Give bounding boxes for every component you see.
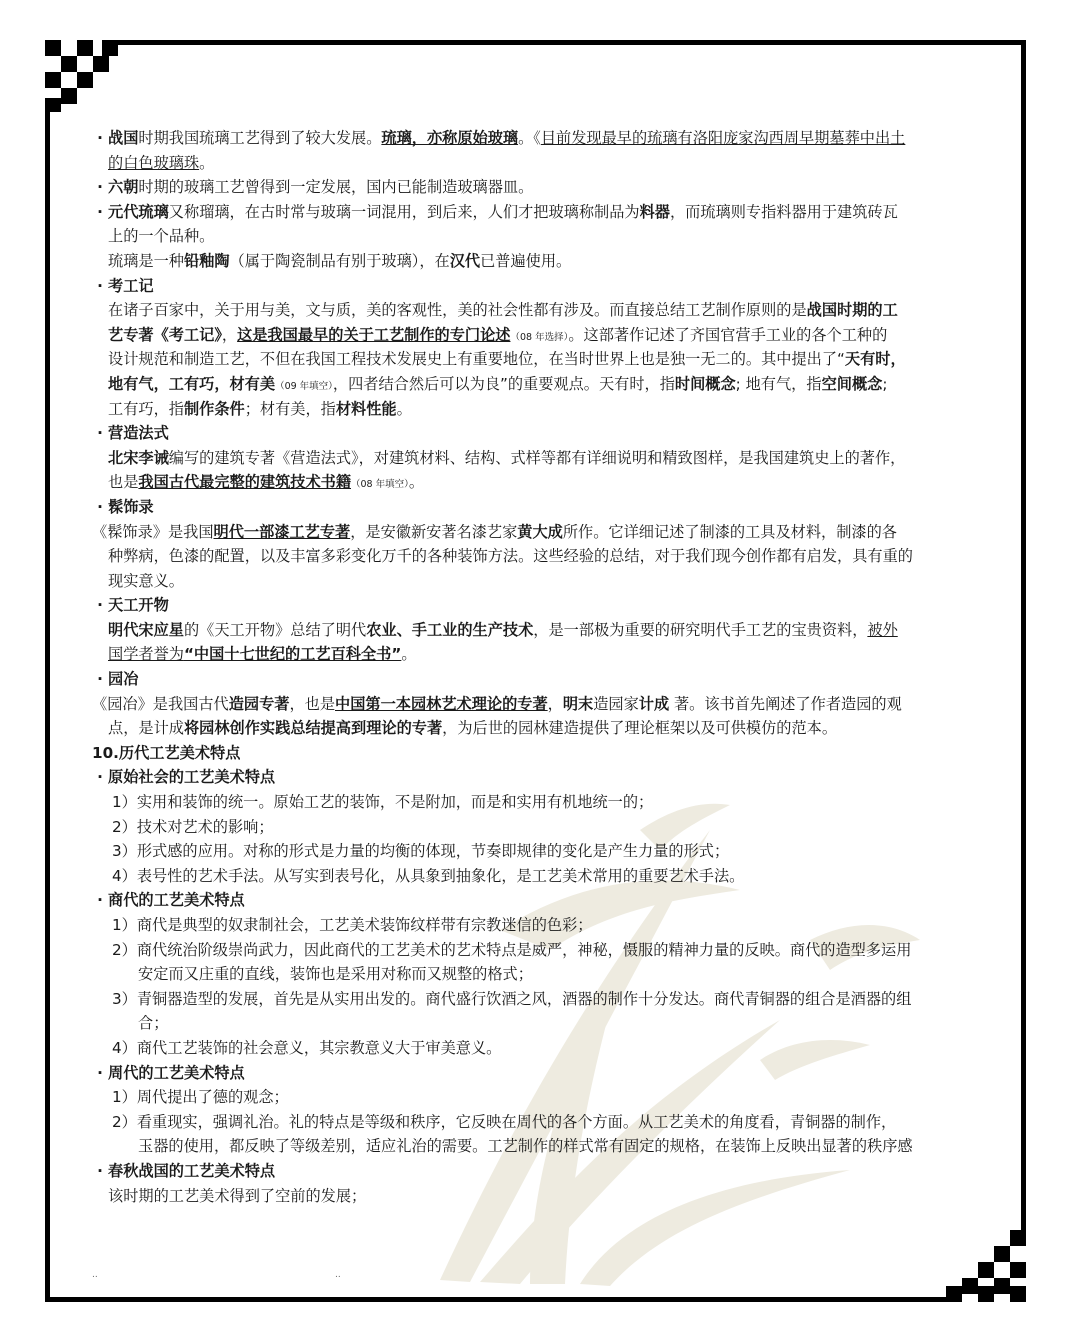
text: ;: [882, 374, 888, 393]
text: 《园冶》是我国古代: [92, 694, 229, 713]
list-item: [92, 790, 992, 815]
bullet: ·: [97, 596, 103, 615]
text: 。《: [518, 129, 541, 147]
text: 该时期的工艺美术得到了空前的发展；: [108, 1186, 367, 1205]
line-yuan-liuli-cont: [92, 224, 992, 249]
text: ，四者结合然后可以为良”的重要观点。天有时，指: [332, 374, 675, 393]
underlined-text: 的白色玻璃珠: [108, 153, 200, 172]
list-item: [92, 839, 992, 864]
text: 。: [401, 645, 417, 664]
underlined-text: 被外: [867, 620, 898, 639]
list-item: [92, 1110, 992, 1135]
line-xsl-1: [92, 520, 992, 545]
heading-shang: [92, 888, 992, 913]
exam-note: （08 年填空）: [351, 479, 409, 491]
bullet: ·: [97, 768, 103, 787]
text: 3）形式感的应用。对称的形式是力量的均衡的体现，节奏即规律的变化是产生力量的形式；: [112, 842, 730, 861]
bullet: ·: [97, 178, 103, 197]
text: 2）商代统治阶级崇尚武力，因此商代的工艺美术的艺术特点是威严，神秘，慑服的精神力量的反映。商代的造型多运用: [112, 940, 912, 959]
text: 1）周代提出了德的观念；: [112, 1088, 289, 1107]
underlined-text: 目前发现最早的琉璃有洛阳庞家沟西周早期墓葬中出土: [540, 129, 906, 147]
text: 时期我国琉璃工艺得到了较大发展。: [138, 129, 382, 147]
bullet: ·: [97, 891, 103, 910]
heading-yingzaofashi: [92, 421, 992, 446]
text: 点，是计成: [108, 719, 184, 738]
section-title: 髹饰录: [108, 497, 154, 516]
bold-underlined-text: “中国十七世纪的工艺百科全书”: [183, 645, 402, 664]
frame-left: [45, 110, 50, 1302]
section-title: 周代的工艺美术特点: [108, 1063, 245, 1082]
term-six-dynasties: 六朝: [108, 178, 139, 197]
list-item: [92, 938, 992, 963]
line-kgj-5: [92, 397, 992, 422]
bullet: ·: [97, 1063, 103, 1082]
text: 也是: [108, 473, 139, 492]
line-xsl-2: [92, 544, 992, 569]
text: 的《天工开物》总结了明代: [183, 620, 367, 639]
text: 玉器的使用，都反映了等级差别，适应礼治的需要。工艺制作的样式常有固定的规格，在装饰上反映出显著的秩序感: [138, 1137, 913, 1156]
line-xsl-3: [92, 569, 992, 594]
text: 上的一个品种。: [108, 227, 215, 246]
list-item-cont: [92, 1134, 992, 1159]
text: 在诸子百家中，关于用与美，文与质，美的客观性，美的社会性都有涉及。而直接总结工艺制作原则的是: [108, 301, 807, 320]
line-kgj-2: [92, 323, 992, 348]
text: 造园家: [593, 694, 639, 713]
section-title: 考工记: [108, 276, 154, 295]
text: 。这部著作记述了齐国官营手工业的各个工种的: [568, 325, 888, 344]
text: ，: [221, 325, 238, 344]
heading-xiushilu: [92, 495, 992, 520]
bold-text: 战国时期的工: [806, 301, 898, 320]
bold-underlined-text: 中国第一本园林艺术理论的专著: [335, 694, 548, 713]
list-item-cont: [92, 962, 992, 987]
bold-underlined-text: 这是我国最早的关于工艺制作的专门论述: [237, 325, 511, 344]
text: 3）青铜器造型的发展，首先是从实用出发的。商代盛行饮酒之风，酒器的制作十分发达。商代青铜器的组合是酒器的组: [112, 989, 912, 1008]
line-liuli-def: [92, 249, 992, 274]
exam-note: （08 年选择）: [510, 331, 569, 343]
line-yuan-liuli: [92, 200, 992, 225]
bold-underlined-text: 我国古代最完整的建筑技术书籍: [138, 473, 351, 492]
bold-text: 黄大成: [517, 522, 563, 541]
section-title: 春秋战国的工艺美术特点: [108, 1161, 276, 1180]
footer-dots-right: ..: [335, 1270, 341, 1280]
line-warring-states-cont: [92, 151, 992, 176]
text: 时期的玻璃工艺曾得到一定发展，国内已能制造玻璃器皿。: [138, 178, 534, 197]
line-tgkw-2: [92, 642, 992, 667]
bold-text: 空间概念: [821, 374, 883, 393]
list-item-cont: [92, 1011, 992, 1036]
text: 已普遍使用。: [480, 251, 572, 270]
bold-text: 明代宋应星: [108, 620, 184, 639]
text: 设计规范和制造工艺，不但在我国工程技术发展史上有重要地位，在当时世界上也是独一无二的。其中提出了“: [108, 350, 845, 369]
bullet: ·: [97, 497, 103, 516]
text: 4）商代工艺装饰的社会意义，其宗教意义大于审美意义。: [112, 1038, 502, 1057]
line-tgkw-1: [92, 618, 992, 643]
text: 。: [199, 153, 215, 172]
frame-right: [1021, 40, 1026, 1230]
heading-tiangongkaiwu: [92, 593, 992, 618]
bullet: ·: [97, 424, 103, 443]
text: 所作。它详细记述了制漆的工具及材料，制漆的各: [562, 522, 897, 541]
section-title: 商代的工艺美术特点: [108, 891, 245, 910]
text: 琉璃是一种: [108, 251, 184, 270]
term-yuan-liuli: 元代琉璃: [108, 202, 169, 221]
bold-text: 将园林创作实践总结提高到理论的专著: [183, 719, 443, 738]
text: 1）实用和装饰的统一。原始工艺的装饰，不是附加，而是和实用有机地统一的；: [112, 793, 654, 812]
text: ; 地有气，指: [735, 374, 822, 393]
text: 著。该书首先阐述了作者造园的观: [669, 694, 902, 713]
term-liuli: 琉璃，亦称原始玻璃: [381, 129, 519, 147]
text: ；材有美，指: [244, 399, 336, 418]
bold-text: 农业、手工业的生产技术: [366, 620, 534, 639]
line-six-dynasties: [92, 175, 992, 200]
frame-bottom: [45, 1297, 955, 1302]
text: 。: [396, 399, 412, 418]
bold-underlined-text: 漆工艺专著: [274, 522, 351, 541]
text: 4）表号性的艺术手法。从写实到表号化，从具象到抽象化，是工艺美术常用的重要艺术手法。: [112, 866, 745, 885]
text: 工有巧，指: [108, 399, 184, 418]
exam-note: （09 年填空）: [275, 380, 333, 392]
bold-text: 天有时，: [844, 350, 906, 369]
list-item: [92, 1085, 992, 1110]
line-yy-1: [92, 692, 992, 717]
bold-underlined-text: 明代一部: [213, 522, 275, 541]
frame-top: [118, 40, 1026, 45]
term-lead-glaze: 铅釉陶: [183, 251, 230, 270]
text: 《髹饰录》是我国: [92, 522, 214, 541]
text: 1）商代是典型的奴隶制社会，工艺美术装饰纹样带有宗教迷信的色彩；: [112, 916, 593, 934]
line-yzfs-2: [92, 470, 992, 495]
list-item: [92, 913, 992, 938]
line-kgj-4: [92, 372, 992, 397]
list-item: [92, 1036, 992, 1061]
bold-text: 地有气，工有巧，材有美: [108, 374, 276, 393]
term-warring-states: 战国: [108, 129, 139, 147]
text: 2）技术对艺术的影响；: [112, 817, 274, 836]
bold-text: 北宋李诫: [108, 448, 169, 467]
bullet: ·: [97, 129, 103, 147]
bold-text: 时间概念: [674, 374, 736, 393]
document-content: [92, 126, 992, 1208]
text: 现实意义。: [108, 571, 184, 590]
section-title: 原始社会的工艺美术特点: [108, 768, 276, 787]
text: 编写的建筑专著《营造法式》，对建筑材料、结构、式样等都有详细说明和精致图样，是我国建筑史上的著作，: [168, 448, 906, 467]
line-yy-2: [92, 716, 992, 741]
heading-zhou: [92, 1061, 992, 1086]
heading-kaogongji: [92, 274, 992, 299]
footer-dots-left: ..: [92, 1270, 98, 1280]
list-item: [92, 987, 992, 1012]
heading-spring-autumn: [92, 1159, 992, 1184]
section-title: 营造法式: [108, 424, 169, 443]
text: 合；: [138, 1014, 169, 1033]
text: 。: [408, 473, 425, 492]
text: ，: [547, 694, 563, 713]
bullet: ·: [97, 670, 103, 689]
line-warring-states: [92, 126, 992, 151]
bullet: ·: [97, 202, 103, 221]
list-item: [92, 864, 992, 889]
section-title: 园冶: [108, 670, 139, 689]
bullet: ·: [97, 276, 103, 295]
bold-text: 计成: [638, 694, 670, 713]
text: 2）看重现实，强调礼治。礼的特点是等级和秩序，它反映在周代的各个方面。从工艺美术的角度看，青铜器的制作，: [112, 1112, 897, 1131]
line-kgj-3: [92, 347, 992, 372]
text: （属于陶瓷制品有别于玻璃），在: [229, 251, 450, 270]
bold-text: 明末: [562, 694, 594, 713]
text: ，也是: [289, 694, 335, 713]
section-title: 天工开物: [108, 596, 169, 615]
line-yzfs-1: [92, 446, 992, 471]
bold-text: 艺专著《考工记》: [108, 325, 222, 344]
underlined-text: 国学者誉为: [108, 645, 184, 664]
bold-text: 制作条件: [183, 399, 245, 418]
text: ，而琉璃则专指料器用于建筑砖瓦: [669, 202, 898, 221]
term-liaoqi: 料器: [639, 202, 670, 221]
line-kgj-1: [92, 298, 992, 323]
text: ，为后世的园林建造提供了理论框架以及可供模仿的范本。: [442, 719, 837, 738]
heading-primitive: [92, 765, 992, 790]
line-cq-1: [92, 1184, 992, 1209]
text: 种弊病，色漆的配置，以及丰富多彩变化万千的各种装饰方法。这些经验的总结，对于我们现今创作都有启发，具有重的: [108, 547, 913, 566]
text: 安定而又庄重的直线，装饰也是采用对称而又规整的格式；: [138, 965, 533, 984]
bullet: ·: [97, 1161, 103, 1180]
chapter-heading: 10.历代工艺美术特点: [92, 743, 241, 762]
bold-text: 造园专著: [228, 694, 290, 713]
text: ，是安徽新安著名漆艺家: [350, 522, 518, 541]
term-han: 汉代: [449, 251, 481, 270]
text: ，是一部极为重要的研究明代手工艺的宝贵资料，: [533, 620, 868, 639]
bold-text: 材料性能: [335, 399, 397, 418]
heading-10: [92, 741, 992, 766]
heading-yuanye: [92, 667, 992, 692]
text: 又称瑠璃，在古时常与玻璃一词混用，到后来，人们才把玻璃称制品为: [168, 202, 640, 221]
list-item: [92, 815, 992, 840]
